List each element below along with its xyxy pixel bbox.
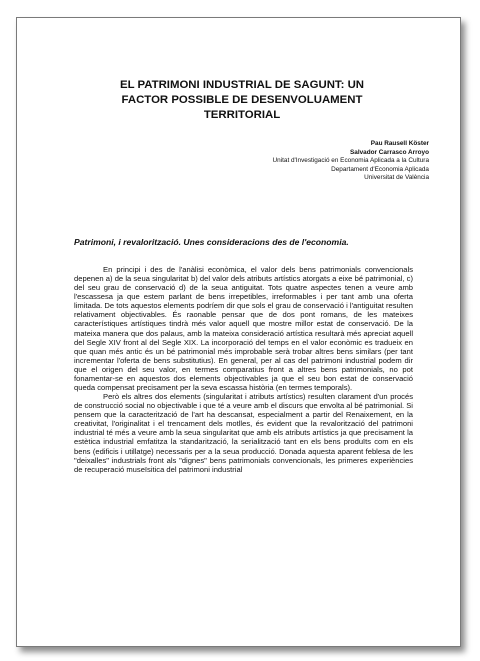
document-page — [16, 17, 461, 647]
body-text — [74, 265, 413, 474]
affiliation-line: Universitat de València — [364, 174, 429, 182]
document-title — [57, 78, 427, 123]
title-line-2: FACTOR POSSIBLE DE DESENVOLUAMENT — [121, 94, 363, 106]
section-heading: Patrimoni, i revalorització. Unes consideracions des de l'economia. — [74, 237, 349, 247]
paragraph: En principi i des de l'anàlisi econòmica, el valor dels bens patrimonials convencionals depenen a) de la seua singularitat b) del valor dels atributs artístics atorgats a eixe bé patrimonial, c) del seu grau de conservació d) de la seua antiguitat. Tots quatre aspectes tenen a veure amb l'escassesa ja que estem parlant de bens irrepetibles, irreformables i per tant amb una oferta limitada. De tots aquestos elements podríem dir que sols el grau de conservació i l'antiguitat resulten relativament objectivables. És raonable pensar que de dos pont romans, de les mateixes característiques artístiques tindrà més valor aquell que mostre millor estat de conservació. De la mateixa manera que dos palaus, amb la mateixa consideració artística resultarà més apreciat aquell del Segle XIV front al del Segle XIX. La incorporació del temps en el valor econòmic es tradueix en que quan més antic és un bé patrimonial més improbable serà trobar altres bens similars (per tant incrementar l'oferta de bens substitutius). En general, per al cas del patrimoni industrial podem dir que el origen del seu valor, en termes comparatius front a altres bens patrimonials, no pot fonamentar-se en aquestos dos elements objectivables ja que el seu bon estat de conservació queda compensat precisament per la seva escassa història (en termes temporals). — [74, 265, 413, 393]
affiliation-line: Unitat d'Investigació en Economia Aplicada a la Cultura — [272, 157, 429, 165]
author-name: Salvador Carrasco Arroyo — [350, 148, 429, 156]
affiliation-line: Departament d'Economia Aplicada — [331, 165, 429, 173]
author-name: Pau Rausell Köster — [370, 140, 429, 147]
paragraph: Però els altres dos elements (singularitat i atributs artístics) resulten clarament d'un procés de construcció social no objectivable i que té a veure amb el discurs que envolta al bé patrimonial. Si pensem que la caracterització de l'art ha descansat, especialment a partir del Renaixement, en la creativitat, l'originalitat i el trencament dels motlles, és evident que la revalorització del patrimoni industrial té més a veure amb la seua singularitat que amb els atributs artístics ja que precisament la estètica industrial emfatitza la standarització, la serialització tant en els bens produïts com en els bens (edificis i utillatge) necessaris per a la seua producció. Donada aquesta aparent feblesa de les "deixalles" industrials front als "dignes" bens patrimonials convencionals, les primeres experiències de recuperació museïsitica del patrimoni industrial — [74, 392, 413, 474]
title-line-3: TERRITORIAL — [203, 109, 281, 121]
author-block — [273, 140, 429, 183]
title-line-1: EL PATRIMONI INDUSTRIAL DE SAGUNT: UN — [119, 79, 365, 91]
